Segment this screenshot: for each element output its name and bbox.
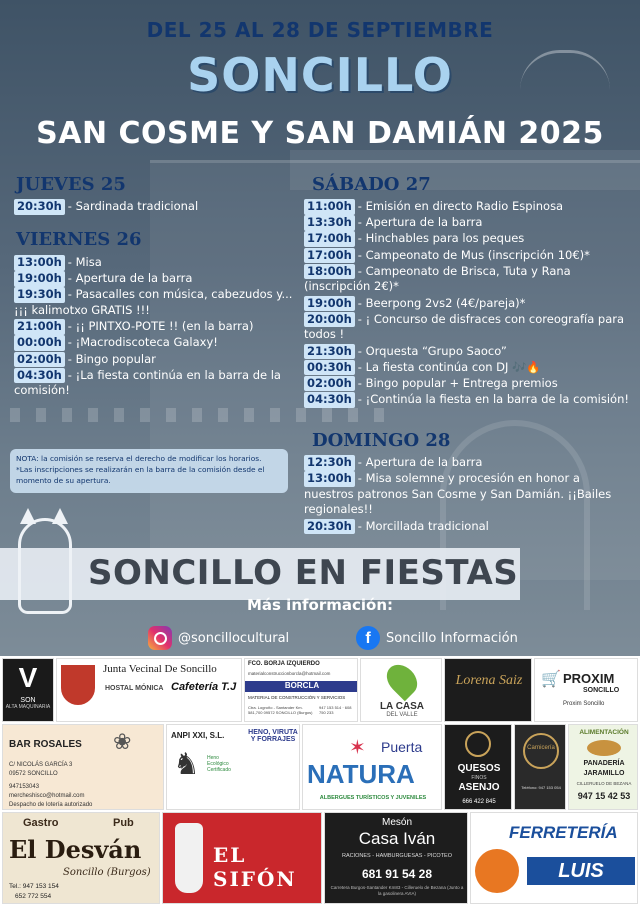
facebook-page: Soncillo Información bbox=[386, 630, 518, 646]
event-time: 04:30h bbox=[14, 368, 65, 384]
town-name: SONCILLO bbox=[187, 48, 453, 102]
event-description: - Beerpong 2vs2 (4€/pareja)* bbox=[357, 295, 526, 310]
event-description: - Hinchables para los peques bbox=[357, 231, 525, 246]
sponsor-el-desvan: Gastro Pub El Desván Soncillo (Burgos) Tel.: 947 153 154 652 772 554 bbox=[2, 812, 160, 904]
siphon-bottle-icon bbox=[175, 823, 203, 893]
bread-icon bbox=[587, 740, 621, 756]
day-heading-saturday: SÁBADO 27 bbox=[312, 174, 431, 195]
event-description: - ¡Continúa la fiesta en la barra de la comisión! bbox=[357, 392, 629, 407]
day-heading-sunday: DOMINGO 28 bbox=[312, 430, 451, 451]
event-time: 04:30h bbox=[304, 392, 355, 408]
event-time: 19:30h bbox=[14, 287, 65, 303]
schedule-note bbox=[10, 449, 288, 493]
event-time: 13:00h bbox=[14, 255, 65, 271]
facebook-icon: f bbox=[356, 626, 380, 650]
butcher-badge-icon bbox=[523, 733, 559, 769]
event-time: 02:00h bbox=[14, 352, 65, 368]
sponsor-el-sifon: EL SIFÓN bbox=[162, 812, 322, 904]
event-description: - Apertura de la barra bbox=[357, 455, 483, 469]
coat-of-arms-icon bbox=[61, 665, 95, 705]
sponsor-meson-casa-ivan: Mesón Casa Iván RACIONES - HAMBURGUESAS - PICOTEO 681 91 54 28 Carretera Burgos-Santander Km83 - Cilleruelo de Bezana (Junto a la gasolinera AVIA) bbox=[324, 812, 468, 904]
event-time: 00:30h bbox=[304, 360, 355, 376]
sponsor-ferreteria-luis: FERRETERÍA LUIS bbox=[470, 812, 638, 904]
event-description: - Bingo popular bbox=[67, 351, 156, 366]
day-heading-thursday: JUEVES 25 bbox=[16, 174, 126, 195]
event-time: 21:00h bbox=[14, 319, 65, 335]
sponsors-grid bbox=[0, 656, 640, 906]
event-description: - Apertura de la barra bbox=[357, 215, 483, 230]
event-item bbox=[304, 215, 630, 231]
leaf-icon bbox=[381, 659, 423, 701]
event-item bbox=[304, 231, 630, 247]
sponsor-la-casa-del-valle: LA CASA DEL VALLE bbox=[360, 658, 442, 722]
rose-icon: ❀ bbox=[113, 729, 132, 754]
event-item bbox=[304, 312, 630, 343]
event-item bbox=[14, 287, 296, 318]
sponsor-panaderia-jaramillo: ALIMENTACIÓN PANADERÍA JARAMILLO CILLERUELO DE BEZANA 947 15 42 53 bbox=[568, 724, 638, 810]
festival-title: SAN COSME Y SAN DAMIÁN 2025 bbox=[36, 116, 604, 151]
event-item bbox=[14, 271, 296, 287]
event-description: - Morcillada tradicional bbox=[357, 518, 489, 533]
event-item bbox=[304, 264, 630, 295]
bunting-decoration bbox=[10, 408, 390, 422]
event-time: 18:00h bbox=[304, 264, 355, 280]
soncillo-en-fiestas-banner: SONCILLO EN FIESTAS bbox=[88, 553, 519, 593]
event-list-saturday bbox=[304, 199, 630, 408]
event-item bbox=[14, 199, 294, 215]
instagram-handle: @soncillocultural bbox=[178, 630, 290, 646]
event-description: - Sardinada tradicional bbox=[67, 199, 199, 213]
event-description: - Bingo popular + Entrega premios bbox=[357, 375, 558, 390]
event-description: - La fiesta continúa con DJ 🎶🔥 bbox=[357, 359, 541, 374]
event-item bbox=[304, 199, 630, 215]
event-item bbox=[14, 255, 296, 271]
event-time: 13:00h bbox=[304, 471, 355, 487]
event-description: - ¡¡ PINTXO-POTE !! (en la barra) bbox=[67, 319, 254, 334]
sponsor-anpi: ANPI XXI, S.L. ♞ Heno Ecológico Certificado HENO, VIRUTA Y FORRAJES bbox=[166, 724, 300, 810]
sponsor-bar-rosales: BAR ROSALES ❀ C/ NICOLÁS GARCÍA 3 09572 SONCILLO 947153043 mercheshisco@hotmail.com Despacho de lotería autorizado bbox=[2, 724, 164, 810]
event-list-friday bbox=[14, 255, 296, 400]
event-item bbox=[14, 352, 296, 368]
event-time: 19:00h bbox=[14, 271, 65, 287]
sponsor-quesos-asenjo: QUESOS FINOS ASENJO 666 422 845 bbox=[444, 724, 512, 810]
event-item bbox=[304, 519, 630, 535]
star-icon: ✶ bbox=[349, 737, 366, 759]
event-item bbox=[14, 335, 296, 351]
event-description: - Campeonato de Brisca, Tuta y Rana (inscripción 2€)* bbox=[304, 263, 571, 294]
event-description: - Apertura de la barra bbox=[67, 271, 193, 286]
note-line-1: NOTA: la comisión se reserva el derecho de modificar los horarios. bbox=[16, 454, 262, 463]
event-time: 02:00h bbox=[304, 376, 355, 392]
event-description: - Misa solemne y procesión en honor a nuestros patronos San Cosme y San Damián. ¡¡Bailes regionales!! bbox=[304, 471, 612, 517]
event-item bbox=[304, 392, 630, 408]
sponsor-son: V SON ALTA MAQUINARIA bbox=[2, 658, 54, 722]
event-time: 11:00h bbox=[304, 199, 355, 215]
sponsor-carniceria: Carnicería Teléfono: 947 153 054 bbox=[514, 724, 566, 810]
event-item bbox=[304, 376, 630, 392]
event-time: 20:30h bbox=[14, 199, 65, 215]
event-time: 12:30h bbox=[304, 455, 355, 471]
facebook-link[interactable] bbox=[356, 626, 518, 650]
event-time: 20:00h bbox=[304, 312, 355, 328]
note-line-2: *Las inscripciones se realizarán en la barra de la comisión desde el momento de su apertura. bbox=[16, 465, 265, 485]
event-item bbox=[304, 455, 630, 471]
event-time: 00:00h bbox=[14, 335, 65, 351]
sponsor-lorena-saiz: Lorena Saiz bbox=[444, 658, 532, 722]
instagram-icon bbox=[148, 626, 172, 650]
sponsor-proxim: 🛒 PROXIM SONCILLO Proxim Soncillo bbox=[534, 658, 638, 722]
event-description: - Pasacalles con música, cabezudos y... ¡¡¡ kalimotxo GRATIS !!! bbox=[14, 287, 293, 317]
event-description: - Campeonato de Mus (inscripción 10€)* bbox=[357, 247, 590, 262]
event-description: - ¡Macrodiscoteca Galaxy! bbox=[67, 335, 218, 350]
sponsor-borcla: FCO. BORJA IZQUIERDO materialconstruccionborcla@hotmail.com BORCLA MATERIAL DE CONSTRUCCIÓN Y SERVICIOS Ctra. Logroño - Santander Km. 581,700 09572 SONCILLO (Burgos) 947 153 514 · 608 750 233 bbox=[244, 658, 358, 722]
event-time: 19:00h bbox=[304, 296, 355, 312]
event-list-sunday bbox=[304, 455, 630, 535]
event-item bbox=[304, 471, 630, 518]
event-description: - ¡La fiesta continúa en la barra de la comisión! bbox=[14, 367, 281, 398]
event-description: - Emisión en directo Radio Espinosa bbox=[357, 199, 564, 213]
event-time: 17:00h bbox=[304, 248, 355, 264]
date-range: DEL 25 AL 28 DE SEPTIEMBRE bbox=[146, 18, 494, 42]
event-time: 21:30h bbox=[304, 344, 355, 360]
event-list-thursday bbox=[14, 199, 294, 215]
event-time: 17:00h bbox=[304, 231, 355, 247]
event-item bbox=[304, 344, 630, 360]
event-item bbox=[304, 360, 630, 376]
horse-icon: ♞ bbox=[173, 748, 200, 781]
cart-icon: 🛒 bbox=[541, 671, 561, 688]
event-item bbox=[14, 368, 296, 399]
event-description: - ¡ Concurso de disfraces con coreografía para todos ! bbox=[304, 311, 625, 342]
event-item bbox=[304, 296, 630, 312]
event-item bbox=[14, 319, 296, 335]
day-heading-friday: VIERNES 26 bbox=[16, 229, 142, 250]
sponsor-junta-vecinal: Junta Vecinal De Soncillo HOSTAL MÓNICA Cafetería T.J bbox=[56, 658, 242, 722]
sponsor-puerta-natura: ✶ Puerta NATURA ALBERGUES TURÍSTICOS Y JUVENILES bbox=[302, 724, 442, 810]
more-info-label: Más información: bbox=[246, 596, 393, 614]
ferreteria-logo-icon bbox=[475, 849, 519, 893]
event-item bbox=[304, 248, 630, 264]
event-time: 13:30h bbox=[304, 215, 355, 231]
cheese-icon bbox=[465, 731, 491, 757]
event-time: 20:30h bbox=[304, 519, 355, 535]
event-description: - Orquesta “Grupo Saoco” bbox=[357, 343, 507, 358]
instagram-link[interactable] bbox=[148, 626, 289, 650]
event-description: - Misa bbox=[67, 255, 102, 269]
